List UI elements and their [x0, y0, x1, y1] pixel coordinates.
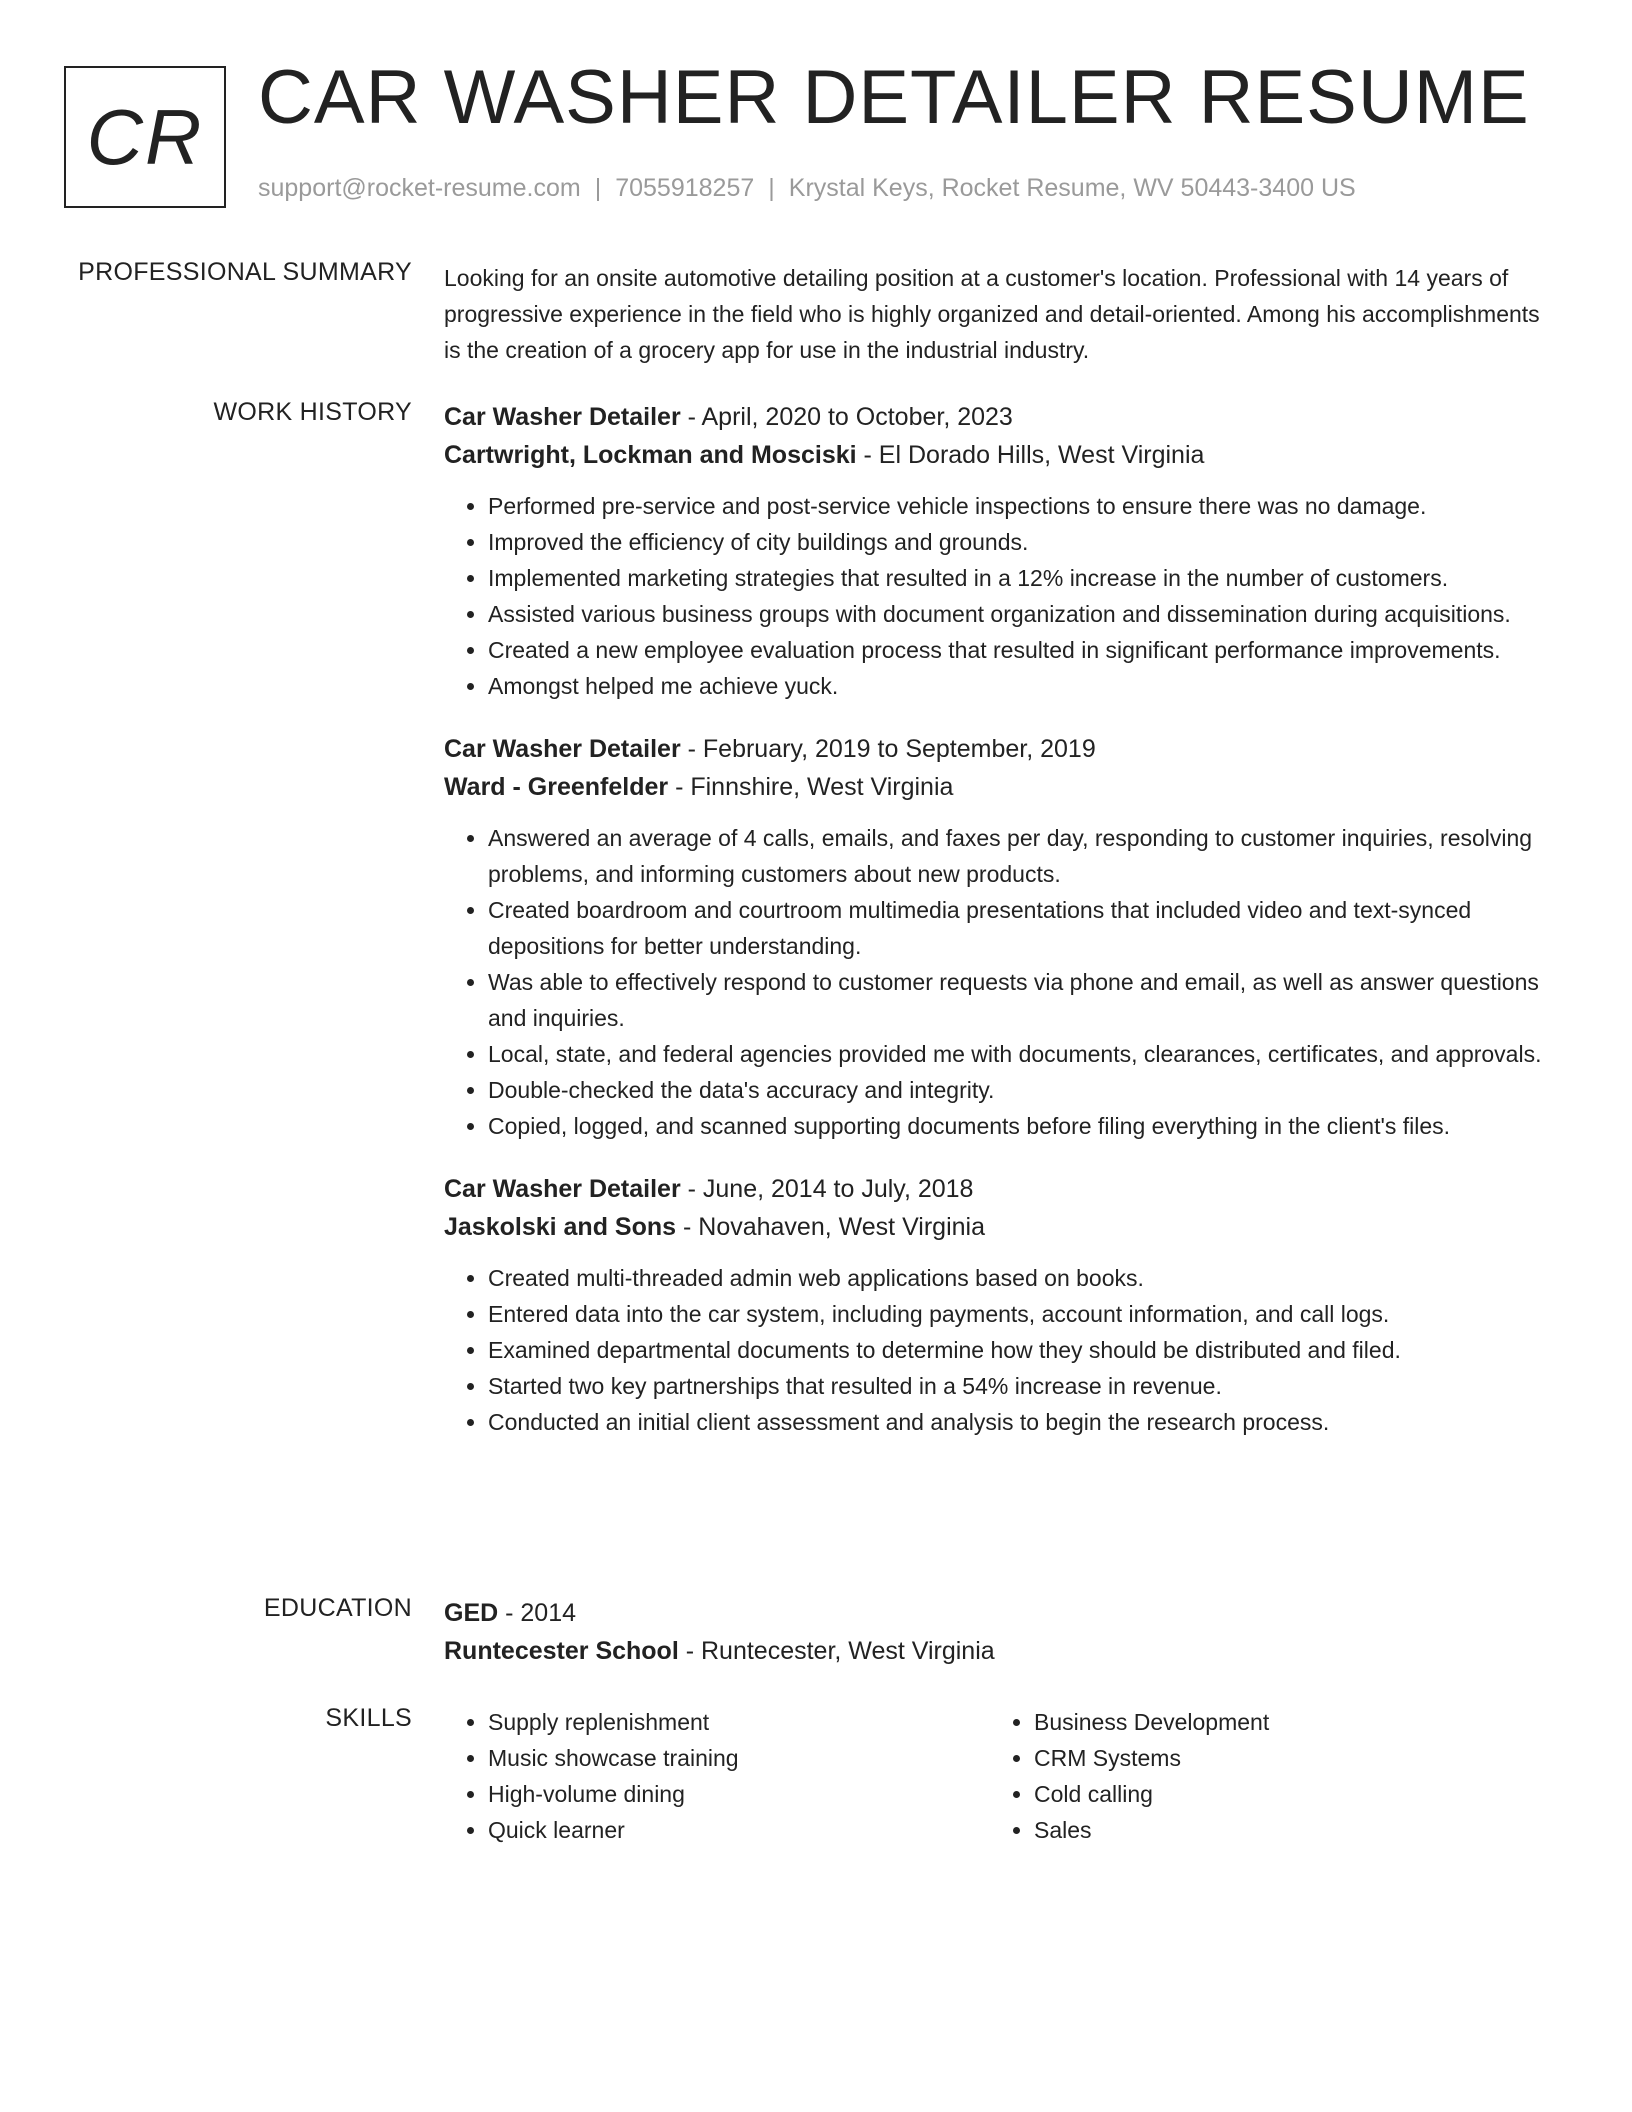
job-bullet: • Implemented marketing strategies that resulted in a 12% increase in the number of customers.: [488, 560, 1554, 596]
skill-item: • High-volume dining: [488, 1776, 990, 1812]
job-bullets: [444, 820, 1554, 1144]
job-bullet: • Performed pre-service and post-service vehicle inspections to ensure there was no damage.: [488, 488, 1554, 524]
education-year: - 2014: [498, 1599, 577, 1627]
monogram-box: [64, 66, 226, 208]
job-entry: [444, 1170, 1554, 1440]
job-title: Car Washer Detailer: [444, 735, 681, 763]
job-entry: [444, 730, 1554, 1144]
job-bullet: • Amongst helped me achieve yuck.: [488, 668, 1554, 704]
job-company: Cartwright, Lockman and Mosciski: [444, 441, 857, 469]
section-label-summary: PROFESSIONAL SUMMARY: [78, 258, 412, 286]
skill-item: • Cold calling: [1034, 1776, 1536, 1812]
work-history-body: [444, 398, 1554, 1440]
contact-email: support@rocket-resume.com: [258, 174, 581, 202]
summary-text: Looking for an onsite automotive detailing position at a customer's location. Professional with 14 years of progressive experience in the field who is highly organized and detail-oriented. Among his accomplishments is the creation of a grocery app for use in the industrial industry.: [444, 265, 1540, 363]
job-company: Ward - Greenfelder: [444, 773, 669, 801]
job-bullet: • Local, state, and federal agencies provided me with documents, clearances, certificates, and approvals.: [488, 1036, 1554, 1072]
skill-item: • Supply replenishment: [488, 1704, 990, 1740]
skill-item: • Business Development: [1034, 1704, 1536, 1740]
skills-list-right: [990, 1704, 1536, 1848]
skill-item: • Sales: [1034, 1812, 1536, 1848]
job-dates: - February, 2019 to September, 2019: [680, 735, 1096, 763]
job-bullets: [444, 488, 1554, 704]
job-entry: [444, 398, 1554, 704]
job-bullet: • Created multi-threaded admin web applications based on books.: [488, 1260, 1554, 1296]
education-body: [444, 1594, 1554, 1670]
job-bullet: • Created a new employee evaluation process that resulted in significant performance improvements.: [488, 632, 1554, 668]
job-bullet: • Assisted various business groups with document organization and dissemination during acquisitions.: [488, 596, 1554, 632]
skills-columns: [444, 1704, 1554, 1848]
section-label-skills: SKILLS: [325, 1704, 412, 1732]
job-title: Car Washer Detailer: [444, 403, 681, 431]
skill-item: • Music showcase training: [488, 1740, 990, 1776]
job-location: - Novahaven, West Virginia: [676, 1213, 985, 1241]
education-degree-line: [444, 1594, 1554, 1632]
section-label-education: EDUCATION: [263, 1594, 412, 1622]
job-dates: - April, 2020 to October, 2023: [680, 403, 1013, 431]
contact-phone: 7055918257: [615, 174, 755, 202]
job-company-line: [444, 1208, 1554, 1246]
job-bullets: [444, 1260, 1554, 1440]
section-label-work-history: WORK HISTORY: [213, 398, 412, 426]
job-bullet: • Entered data into the car system, including payments, account information, and call logs.: [488, 1296, 1554, 1332]
job-bullet: • Started two key partnerships that resulted in a 54% increase in revenue.: [488, 1368, 1554, 1404]
education-location: - Runtecester, West Virginia: [678, 1637, 995, 1665]
contact-separator: |: [768, 174, 775, 202]
job-location: - El Dorado Hills, West Virginia: [856, 441, 1205, 469]
job-bullet: • Copied, logged, and scanned supporting documents before filing everything in the client's files.: [488, 1108, 1554, 1144]
job-title-line: [444, 398, 1554, 436]
skill-item: • CRM Systems: [1034, 1740, 1536, 1776]
job-bullet: • Created boardroom and courtroom multimedia presentations that included video and text-synced depositions for better understanding.: [488, 892, 1554, 964]
education-degree: GED: [444, 1599, 499, 1627]
job-bullet: • Improved the efficiency of city buildings and grounds.: [488, 524, 1554, 560]
summary-body: [444, 260, 1554, 368]
job-bullet: • Conducted an initial client assessment and analysis to begin the research process.: [488, 1404, 1554, 1440]
contact-separator: |: [594, 174, 602, 202]
monogram-initials: CR: [86, 92, 204, 181]
job-company-line: [444, 768, 1554, 806]
job-dates: - June, 2014 to July, 2018: [680, 1175, 974, 1203]
job-company: Jaskolski and Sons: [444, 1213, 677, 1241]
job-location: - Finnshire, West Virginia: [668, 773, 954, 801]
job-title: Car Washer Detailer: [444, 1175, 681, 1203]
job-title-line: [444, 730, 1554, 768]
contact-line: [258, 174, 1356, 203]
contact-address: Krystal Keys, Rocket Resume, WV 50443-3400 US: [788, 174, 1356, 202]
job-bullet: • Answered an average of 4 calls, emails, and faxes per day, responding to customer inquiries, resolving problems, and informing customers about new products.: [488, 820, 1554, 892]
job-company-line: [444, 436, 1554, 474]
job-title-line: [444, 1170, 1554, 1208]
skill-item: • Quick learner: [488, 1812, 990, 1848]
job-bullet: • Was able to effectively respond to customer requests via phone and email, as well as answer questions and inquiries.: [488, 964, 1554, 1036]
skills-list-left: [444, 1704, 990, 1848]
skills-body: [444, 1704, 1554, 1848]
job-bullet: • Examined departmental documents to determine how they should be distributed and filed.: [488, 1332, 1554, 1368]
resume-title: CAR WASHER DETAILER RESUME: [258, 55, 1530, 140]
education-school-line: [444, 1632, 1554, 1670]
education-school: Runtecester School: [444, 1637, 679, 1665]
job-bullet: • Double-checked the data's accuracy and integrity.: [488, 1072, 1554, 1108]
